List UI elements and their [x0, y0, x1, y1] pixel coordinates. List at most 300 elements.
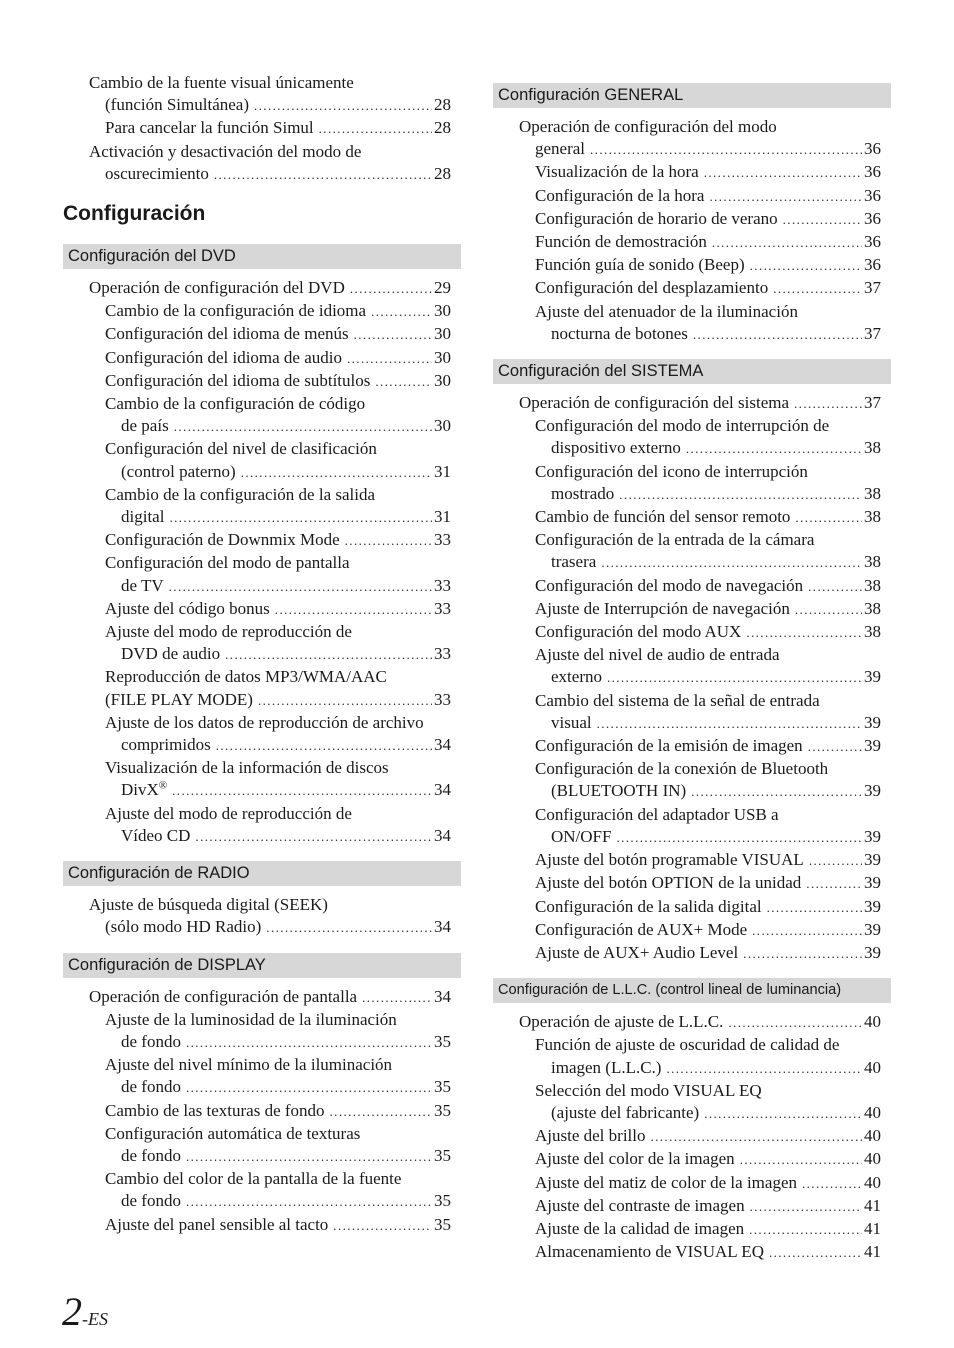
toc-entry-label: Función guía de sonido (Beep): [535, 255, 745, 275]
toc-entry-text: [105, 323, 349, 345]
toc-entry: [493, 231, 891, 254]
toc-entry-row: [535, 231, 881, 254]
toc-entry: [63, 1214, 461, 1237]
toc-entry-row: [519, 138, 881, 161]
dot-leader: [752, 920, 862, 942]
toc-entry-row: [105, 1100, 451, 1123]
toc-page-number: 40: [864, 1126, 881, 1146]
dot-leader: [354, 324, 432, 346]
toc-entry-row: [105, 300, 451, 323]
toc-entry-row: [535, 1125, 881, 1148]
toc-page-number: 41: [864, 1195, 881, 1215]
toc-entry: [493, 392, 891, 415]
toc-entry-text: Configuración de la conexión de Bluetooth: [535, 759, 829, 779]
toc-entry-row: [105, 529, 451, 552]
dot-leader: [186, 1146, 432, 1168]
toc-entry-text: [535, 735, 803, 757]
dot-leader: [333, 1215, 432, 1237]
toc-entry-text: Ajuste del nivel de audio de entrada: [535, 645, 780, 665]
page-number: [62, 1288, 108, 1335]
toc-entry-label: Vídeo CD: [121, 825, 191, 845]
toc-page-number: 36: [864, 255, 881, 275]
dot-leader: [214, 164, 432, 186]
toc-entry-text: Configuración del modo de pantalla: [105, 553, 350, 573]
toc-group-top: [63, 72, 461, 186]
toc-entry-text: [535, 161, 699, 183]
toc-entry-text: [89, 277, 345, 299]
toc-entry: [63, 803, 461, 848]
toc-entry-text: [121, 575, 164, 597]
toc-entry-label: Ajuste de AUX+ Audio Level: [535, 942, 739, 962]
toc-entry: [63, 323, 461, 346]
toc-page-number: 29: [434, 278, 451, 298]
toc-entry-label: Ajuste del panel sensible al tacto: [105, 1214, 329, 1234]
toc-entry-row: [535, 780, 881, 803]
toc-entry-row: [535, 919, 881, 942]
toc-entry-label: Ajuste del contraste de imagen: [535, 1195, 745, 1215]
toc-entry-label: Operación de configuración del sistema: [519, 393, 790, 413]
toc-entry-text: [121, 1076, 181, 1098]
dot-leader: [806, 873, 862, 895]
toc-entry-label: Ajuste del brillo: [535, 1126, 646, 1146]
toc-entry-text: Ajuste del atenuador de la iluminación: [535, 301, 798, 321]
toc-entry: [493, 1172, 891, 1195]
toc-entry-text: [551, 666, 602, 688]
toc-page-number: 38: [864, 483, 881, 503]
toc-entry: [493, 758, 891, 803]
left-column: [63, 72, 461, 1250]
toc-block-general: [493, 83, 891, 346]
toc-entry-label: nocturna de botones: [551, 323, 688, 343]
toc-entry-text: [535, 1172, 797, 1194]
toc-entry: [493, 690, 891, 735]
toc-entry-label: (BLUETOOTH IN): [551, 781, 687, 801]
toc-entry-label: Ajuste del código bonus: [105, 598, 270, 618]
toc-page-number: 40: [864, 1172, 881, 1192]
toc-entry-label: DVD de audio: [121, 644, 221, 664]
toc-page-number: 40: [864, 1102, 881, 1122]
toc-entry-text: [551, 780, 686, 802]
toc-entry: [493, 1011, 891, 1034]
toc-entry-row: [105, 825, 451, 848]
dot-leader: [809, 850, 862, 872]
toc-entry-row: [105, 734, 451, 757]
toc-entry-row: [89, 916, 451, 939]
toc-entry-row: [535, 666, 881, 689]
toc-page-number: 34: [434, 986, 451, 1006]
toc-page-number: 35: [434, 1077, 451, 1097]
toc-entry-text: [121, 734, 211, 756]
toc-entry-text: [105, 300, 366, 322]
toc-entry-row: [105, 1031, 451, 1054]
toc-entry-text: [121, 643, 220, 665]
dot-leader: [686, 438, 862, 460]
dot-leader: [216, 735, 432, 757]
toc-entry-text: [105, 689, 253, 711]
dot-leader: [795, 507, 862, 529]
toc-entry-text: [535, 138, 585, 160]
toc-entry-text: [105, 529, 340, 551]
toc-entry-text: [105, 1214, 328, 1236]
toc-entry-label: Configuración del desplazamiento: [535, 278, 769, 298]
toc-entry-row: [535, 621, 881, 644]
toc-entry-label: Configuración del idioma de menús: [105, 324, 349, 344]
dot-leader: [693, 324, 862, 346]
toc-entry-label: Ajuste del botón programable VISUAL: [535, 850, 804, 870]
toc-entry: [63, 598, 461, 621]
toc-entry-text: [121, 1145, 181, 1167]
toc-page-number: 38: [864, 438, 881, 458]
toc-page-number: 33: [434, 598, 451, 618]
toc-page-number: 34: [434, 825, 451, 845]
toc-page-number: 30: [434, 324, 451, 344]
toc-entry-row: [519, 392, 881, 415]
toc-page-number: 37: [864, 323, 881, 343]
toc-entry: [63, 621, 461, 666]
toc-entry: [493, 1080, 891, 1125]
toc-entry-label: de país: [121, 416, 169, 436]
toc-entry-label: Operación de configuración del DVD: [89, 278, 345, 298]
toc-entry-row: [535, 1057, 881, 1080]
toc-entry: [63, 393, 461, 438]
toc-entry: [63, 1168, 461, 1213]
toc-entry: [493, 506, 891, 529]
toc-page-number: 30: [434, 370, 451, 390]
toc-entry: [63, 712, 461, 757]
toc-entry: [493, 1148, 891, 1171]
toc-entry-text: Cambio del color de la pantalla de la fuente: [105, 1169, 402, 1189]
toc-entry-row: [89, 277, 451, 300]
dot-leader: [767, 897, 862, 919]
dot-leader: [773, 278, 862, 300]
toc-entry-row: [535, 1195, 881, 1218]
toc-entry-row: [535, 254, 881, 277]
toc-entry-label: imagen (L.L.C.): [551, 1057, 662, 1077]
toc-entry-text: Configuración automática de texturas: [105, 1123, 361, 1143]
toc-entry-label: oscurecimiento: [105, 163, 209, 183]
toc-entry-text: [121, 825, 190, 847]
toc-entry: [493, 1241, 891, 1264]
toc-entry-label: de fondo: [121, 1191, 181, 1211]
toc-entry: [493, 461, 891, 506]
toc-page-number: 38: [864, 622, 881, 642]
toc-entry-text: [105, 1100, 325, 1122]
toc-page-number: 41: [864, 1218, 881, 1238]
toc-page-number: 31: [434, 461, 451, 481]
toc-entry-text: Ajuste del nivel mínimo de la iluminación: [105, 1055, 393, 1075]
toc-page-number: 39: [864, 919, 881, 939]
toc-entry-row: [89, 94, 451, 117]
toc-entry-row: [535, 208, 881, 231]
dot-leader: [195, 826, 432, 848]
toc-entry-label: externo: [551, 667, 602, 687]
toc-entry: [493, 644, 891, 689]
toc-entry: [63, 986, 461, 1009]
toc-entry-text: [551, 712, 592, 734]
dot-leader: [225, 644, 432, 666]
dot-leader: [808, 736, 862, 758]
toc-page-number: 34: [434, 735, 451, 755]
band-llc: Configuración de L.L.C. (control lineal de luminancia): [493, 978, 891, 1003]
dot-leader: [704, 1103, 862, 1125]
toc-entry: [63, 141, 461, 186]
toc-entry-text: [535, 1148, 735, 1170]
toc-entry: [63, 1123, 461, 1168]
toc-entry-label: Configuración de la salida digital: [535, 896, 762, 916]
toc-page-number: 39: [864, 942, 881, 962]
dot-leader: [750, 1196, 862, 1218]
toc-entry-label: de TV: [121, 575, 164, 595]
toc-page-number: 36: [864, 185, 881, 205]
toc-entry-text: [519, 1011, 723, 1033]
dot-leader: [712, 232, 862, 254]
toc-entry-text: [121, 1031, 181, 1053]
dot-leader: [691, 781, 862, 803]
toc-page-number: 28: [434, 163, 451, 183]
right-column: [493, 72, 891, 1277]
toc-entry-label: (sólo modo HD Radio): [105, 917, 262, 937]
dot-leader: [740, 1149, 862, 1171]
band-sistema: Configuración del SISTEMA: [493, 359, 891, 384]
toc-entry-text: Visualización de la información de discos: [105, 758, 389, 778]
toc-group-radio: [63, 894, 461, 939]
toc-entry: [493, 804, 891, 849]
toc-entry-label: Configuración de AUX+ Mode: [535, 919, 748, 939]
toc-page-number: 35: [434, 1145, 451, 1165]
toc-entry-label: de fondo: [121, 1145, 181, 1165]
toc-entry-row: [89, 986, 451, 1009]
toc-entry-row: [105, 689, 451, 712]
toc-entry-row: [535, 598, 881, 621]
toc-entry-row: [535, 551, 881, 574]
dot-leader: [319, 118, 432, 140]
dot-leader: [254, 95, 432, 117]
toc-entry-row: [535, 872, 881, 895]
toc-page-number: 30: [434, 416, 451, 436]
dot-leader: [769, 1242, 862, 1264]
toc-entry-text: [105, 163, 209, 185]
toc-entry: [493, 919, 891, 942]
toc-entry-text: [535, 919, 747, 941]
toc-entry-text: [535, 1241, 764, 1263]
toc-page-number: 38: [864, 575, 881, 595]
toc-entry-row: [535, 712, 881, 735]
toc-entry-row: [535, 161, 881, 184]
toc-entry-text: Cambio de la configuración de la salida: [105, 484, 376, 504]
toc-page-number: 33: [434, 575, 451, 595]
toc-page-number: 36: [864, 162, 881, 182]
toc-entry-row: [105, 1190, 451, 1213]
toc-entry: [493, 254, 891, 277]
dot-leader: [802, 1173, 862, 1195]
toc-entry-text: [551, 551, 596, 573]
toc-page-number: 39: [864, 667, 881, 687]
toc-entry-text: Ajuste del modo de reproducción de: [105, 803, 352, 823]
toc-entry-text: Ajuste de la luminosidad de la iluminación: [105, 1009, 397, 1029]
dot-leader: [345, 530, 432, 552]
toc-entry-text: [535, 1195, 745, 1217]
toc-entry-row: [535, 735, 881, 758]
toc-entry-row: [105, 1214, 451, 1237]
toc-entry-text: [105, 370, 370, 392]
band-radio: Configuración de RADIO: [63, 861, 461, 886]
toc-entry-text: Cambio de la fuente visual únicamente: [89, 73, 354, 92]
toc-entry-row: [535, 896, 881, 919]
toc-entry-label: Operación de configuración de pantalla: [89, 986, 358, 1006]
toc-entry-text: [551, 323, 688, 345]
toc-entry: [493, 415, 891, 460]
toc-block-radio: [63, 861, 461, 939]
toc-group-sistema: [493, 392, 891, 965]
toc-entry-text: [535, 277, 768, 299]
toc-entry-text: Configuración del icono de interrupción: [535, 461, 808, 481]
dot-leader: [590, 139, 862, 161]
toc-page-number: 36: [864, 208, 881, 228]
toc-entry: [493, 1218, 891, 1241]
toc-page-number: 33: [434, 689, 451, 709]
dot-leader: [746, 622, 862, 644]
toc-entry: [493, 942, 891, 965]
toc-block-dvd: [63, 244, 461, 848]
toc-entry-text: Ajuste de búsqueda digital (SEEK): [89, 895, 328, 915]
toc-entry-label: (ajuste del fabricante): [551, 1102, 700, 1122]
page-number-digit: 2: [62, 1289, 82, 1334]
toc-entry-label: mostrado: [551, 483, 615, 503]
toc-entry-text: [105, 94, 249, 116]
toc-page-number: 31: [434, 507, 451, 527]
toc-entry-text: [535, 254, 745, 276]
toc-entry-text: [121, 779, 167, 801]
dot-leader: [607, 667, 862, 689]
toc-page-number: 28: [434, 95, 451, 115]
toc-page-number: 35: [434, 1100, 451, 1120]
toc-page-number: 33: [434, 530, 451, 550]
toc-entry: [493, 849, 891, 872]
band-dvd: Configuración del DVD: [63, 244, 461, 269]
toc-page-number: 40: [864, 1149, 881, 1169]
toc-page-number: 37: [864, 278, 881, 298]
dot-leader: [619, 484, 862, 506]
toc-entry: [493, 1125, 891, 1148]
toc-entry-row: [535, 826, 881, 849]
toc-entry: [63, 1054, 461, 1099]
dot-leader: [350, 278, 432, 300]
dot-leader: [347, 348, 432, 370]
toc-page-number: 34: [434, 780, 451, 800]
dot-leader: [808, 576, 862, 598]
toc-entry-row: [105, 117, 451, 140]
toc-entry-text: Configuración del adaptador USB a: [535, 804, 779, 824]
toc-entry-row: [105, 643, 451, 666]
toc-entry: [493, 1195, 891, 1218]
toc-block-display: [63, 953, 461, 1237]
toc-entry-text: [535, 208, 778, 230]
toc-entry-row: [105, 323, 451, 346]
toc-entry: [493, 621, 891, 644]
dot-leader: [174, 416, 432, 438]
toc-entry-text: [551, 437, 681, 459]
toc-entry-text: Reproducción de datos MP3/WMA/AAC: [105, 667, 387, 687]
toc-entry: [493, 116, 891, 161]
dot-leader: [172, 780, 432, 802]
toc-entry-row: [105, 598, 451, 621]
dot-leader: [266, 917, 432, 939]
toc-entry-label: (función Simultánea): [105, 95, 249, 115]
toc-entry-text: Ajuste de los datos de reproducción de archivo: [105, 712, 424, 732]
dot-leader: [709, 186, 862, 208]
toc-page-number: 39: [864, 850, 881, 870]
toc-entry-label: Ajuste del color de la imagen: [535, 1149, 735, 1169]
toc-page-number: 39: [864, 896, 881, 916]
toc-entry-text: Configuración de la entrada de la cámara: [535, 530, 815, 550]
toc-entry-label: Configuración del modo de navegación: [535, 575, 804, 595]
toc-entry-row: [535, 1148, 881, 1171]
toc-entry-label: ON/OFF: [551, 826, 612, 846]
toc-entry-label: Ajuste del matiz de color de la imagen: [535, 1172, 797, 1192]
toc-entry-text: [551, 483, 614, 505]
toc-entry-label: Cambio de función del sensor remoto: [535, 507, 791, 527]
toc-entry-label: Función de demostración: [535, 232, 707, 252]
toc-entry-row: [105, 1145, 451, 1168]
toc-entry: [63, 484, 461, 529]
toc-block-llc: [493, 978, 891, 1264]
toc-page-number: 38: [864, 552, 881, 572]
toc-entry-row: [105, 575, 451, 598]
toc-page-number: 40: [864, 1057, 881, 1077]
toc-entry: [63, 757, 461, 802]
toc-entry-row: [535, 849, 881, 872]
dot-leader: [794, 393, 862, 415]
toc-entry-text: [121, 415, 169, 437]
toc-entry-text: Selección del modo VISUAL EQ: [535, 1080, 762, 1100]
toc-entry-label: Configuración de horario de verano: [535, 208, 778, 228]
toc-entry-label: comprimidos: [121, 735, 211, 755]
toc-entry-row: [105, 347, 451, 370]
dot-leader: [241, 462, 432, 484]
band-general: Configuración GENERAL: [493, 83, 891, 108]
toc-entry-label: Visualización de la hora: [535, 162, 699, 182]
toc-entry-text: Ajuste del modo de reproducción de: [105, 622, 352, 642]
toc-entry: [63, 1009, 461, 1054]
toc-page-number: 41: [864, 1242, 881, 1262]
toc-entry-text: [535, 621, 741, 643]
toc-entry-row: [535, 323, 881, 346]
toc-entry: [63, 72, 461, 117]
toc-entry: [493, 208, 891, 231]
toc-entry: [493, 575, 891, 598]
toc-entry: [63, 117, 461, 140]
toc-entry-text: [535, 896, 762, 918]
toc-entry-text: [535, 231, 707, 253]
toc-entry-text: [105, 598, 270, 620]
dot-leader: [330, 1101, 432, 1123]
toc-entry: [63, 529, 461, 552]
toc-entry: [493, 872, 891, 895]
toc-entry-label: (control paterno): [121, 461, 236, 481]
toc-entry-text: [535, 1218, 744, 1240]
toc-entry-row: [535, 1218, 881, 1241]
toc-entry-text: [551, 826, 611, 848]
toc-entry-text: [121, 506, 164, 528]
toc-entry: [63, 1100, 461, 1123]
toc-group-display: [63, 986, 461, 1237]
toc-entry-text: [551, 1102, 699, 1124]
toc-page-number: 34: [434, 917, 451, 937]
toc-entry-label: Para cancelar la función Simul: [105, 118, 314, 138]
toc-entry-text: Cambio de la configuración de código: [105, 394, 366, 414]
toc-entry-row: [89, 163, 451, 186]
toc-entry-text: [535, 1125, 645, 1147]
